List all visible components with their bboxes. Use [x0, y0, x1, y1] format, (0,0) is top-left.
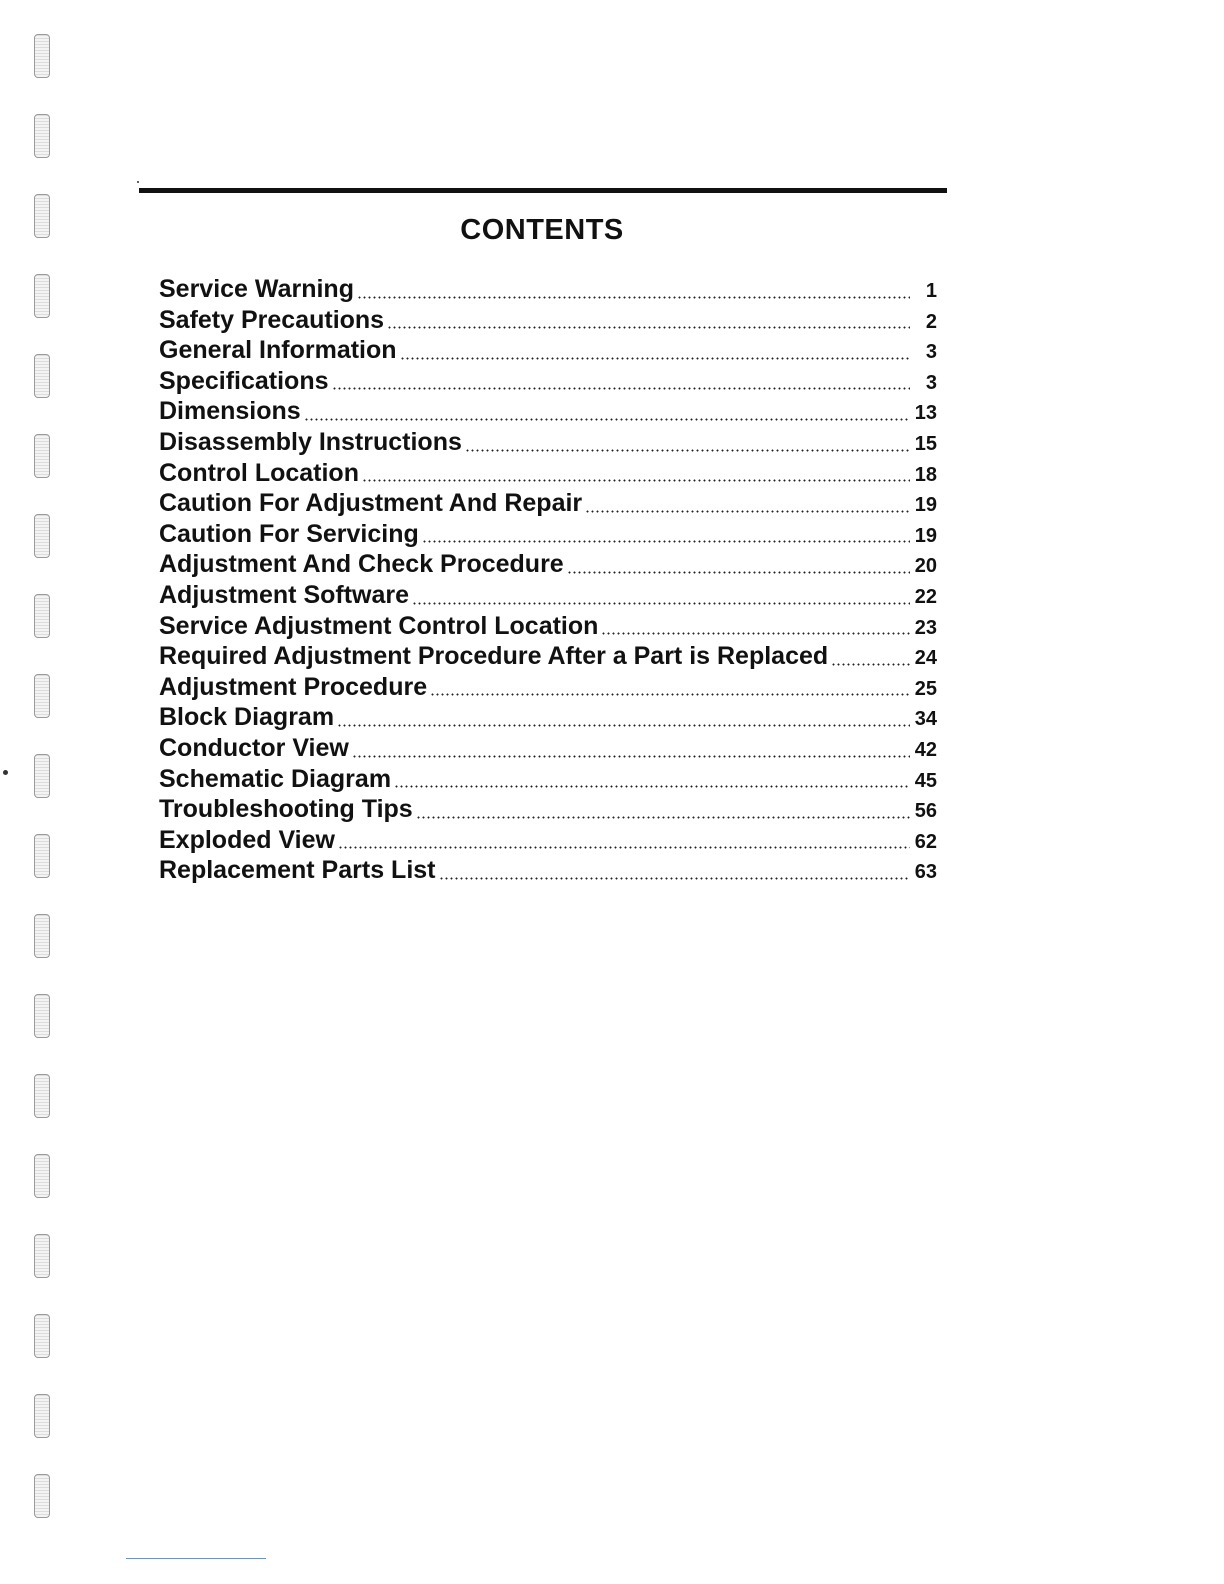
toc-entry-page-number: 3: [925, 341, 937, 364]
toc-entry-page-number: 2: [925, 310, 937, 333]
toc-entry-label: Conductor View: [159, 733, 349, 762]
toc-entry-label: Replacement Parts List: [159, 856, 436, 885]
binding-hole: [34, 914, 50, 958]
toc-entry-label: Disassembly Instructions: [159, 427, 462, 456]
toc-entry-label: Safety Precautions: [159, 305, 385, 334]
toc-entry-label: Adjustment And Check Procedure: [159, 550, 564, 579]
toc-leader-dots: [337, 724, 910, 727]
toc-entry-page-number: 56: [914, 800, 937, 823]
toc-leader-dots: [416, 816, 910, 819]
toc-entry: [159, 397, 937, 428]
toc-entry: [159, 795, 937, 826]
toc-entry-label: Troubleshooting Tips: [159, 795, 413, 824]
toc-leader-dots: [394, 785, 910, 788]
toc-leader-dots: [601, 632, 910, 635]
toc-entry-label: Dimensions: [159, 397, 301, 426]
toc-entry: [159, 673, 937, 704]
scan-speck: [137, 181, 139, 183]
toc-leader-dots: [465, 449, 910, 452]
toc-entry-page-number: 34: [914, 708, 937, 731]
toc-entry-page-number: 19: [914, 494, 937, 517]
top-rule: [139, 188, 947, 193]
binding-hole: [34, 1474, 50, 1518]
toc-leader-dots: [439, 877, 911, 880]
toc-entry: [159, 826, 937, 857]
toc-entry-label: Service Warning: [159, 275, 354, 303]
toc-entry-page-number: 13: [914, 402, 937, 425]
toc-entry-label: Caution For Servicing: [159, 519, 419, 548]
toc-leader-dots: [304, 418, 910, 421]
binding-hole: [34, 1154, 50, 1198]
toc-entry-page-number: 1: [925, 280, 937, 302]
toc-entry: [159, 367, 937, 398]
toc-entry-page-number: 24: [914, 647, 937, 670]
page-title: CONTENTS: [460, 214, 624, 246]
toc-leader-dots: [357, 296, 910, 299]
toc-entry-page-number: 42: [914, 738, 937, 761]
toc-leader-dots: [338, 846, 910, 849]
toc-entry-label: Service Adjustment Control Location: [159, 611, 599, 640]
table-of-contents: [159, 275, 937, 887]
toc-leader-dots: [831, 663, 910, 666]
toc-leader-dots: [567, 571, 910, 574]
binding-hole: [34, 674, 50, 718]
toc-entry: [159, 550, 937, 581]
toc-entry-page-number: 19: [914, 524, 937, 547]
binding-hole: [34, 1234, 50, 1278]
binding-hole: [34, 514, 50, 558]
toc-entry: [159, 642, 937, 673]
toc-entry: [159, 306, 937, 337]
toc-entry: [159, 612, 937, 643]
toc-entry-page-number: 23: [914, 616, 937, 639]
toc-entry-page-number: 15: [914, 432, 937, 455]
toc-entry: [159, 856, 937, 887]
toc-entry-page-number: 63: [914, 861, 937, 884]
toc-entry-label: Adjustment Procedure: [159, 672, 428, 701]
toc-entry: [159, 428, 937, 459]
toc-entry: [159, 703, 937, 734]
toc-entry-label: Exploded View: [159, 825, 335, 854]
binding-hole: [34, 1394, 50, 1438]
toc-leader-dots: [412, 602, 910, 605]
binding-hole: [34, 594, 50, 638]
toc-entry: [159, 581, 937, 612]
toc-entry-page-number: 3: [925, 371, 937, 394]
scan-speck: [3, 770, 8, 775]
bottom-divider: [126, 1558, 266, 1559]
toc-entry: [159, 489, 937, 520]
toc-entry: [159, 734, 937, 765]
toc-entry-page-number: 22: [914, 585, 937, 608]
binding-hole: [34, 994, 50, 1038]
toc-leader-dots: [585, 510, 910, 513]
binding-hole: [34, 114, 50, 158]
toc-entry-label: Specifications: [159, 366, 329, 395]
binding-hole: [34, 754, 50, 798]
binding-hole: [34, 434, 50, 478]
toc-entry-label: Block Diagram: [159, 703, 335, 732]
toc-entry: [159, 459, 937, 490]
binding-hole: [34, 354, 50, 398]
toc-entry-page-number: 62: [914, 830, 937, 853]
toc-entry-label: Schematic Diagram: [159, 764, 392, 793]
toc-entry-page-number: 18: [914, 463, 937, 486]
toc-entry-page-number: 25: [914, 677, 937, 700]
toc-entry-label: Caution For Adjustment And Repair: [159, 489, 583, 518]
toc-leader-dots: [422, 540, 910, 543]
toc-leader-dots: [352, 755, 910, 758]
toc-entry-label: Control Location: [159, 458, 359, 487]
toc-entry: [159, 336, 937, 367]
binding-hole: [34, 1074, 50, 1118]
binding-hole: [34, 834, 50, 878]
toc-entry: [159, 275, 937, 306]
toc-leader-dots: [400, 357, 910, 360]
binding-hole: [34, 1314, 50, 1358]
toc-entry-label: General Information: [159, 336, 397, 365]
toc-leader-dots: [362, 479, 910, 482]
toc-entry: [159, 520, 937, 551]
toc-entry-page-number: 20: [914, 555, 937, 578]
toc-entry: [159, 765, 937, 796]
toc-entry-page-number: 45: [914, 769, 937, 792]
binding-hole: [34, 274, 50, 318]
toc-leader-dots: [430, 693, 910, 696]
toc-entry-label: Adjustment Software: [159, 580, 410, 609]
toc-entry-label: Required Adjustment Procedure After a Part is Replaced: [159, 642, 829, 671]
binding-hole: [34, 34, 50, 78]
toc-leader-dots: [387, 326, 910, 329]
toc-leader-dots: [332, 387, 911, 390]
